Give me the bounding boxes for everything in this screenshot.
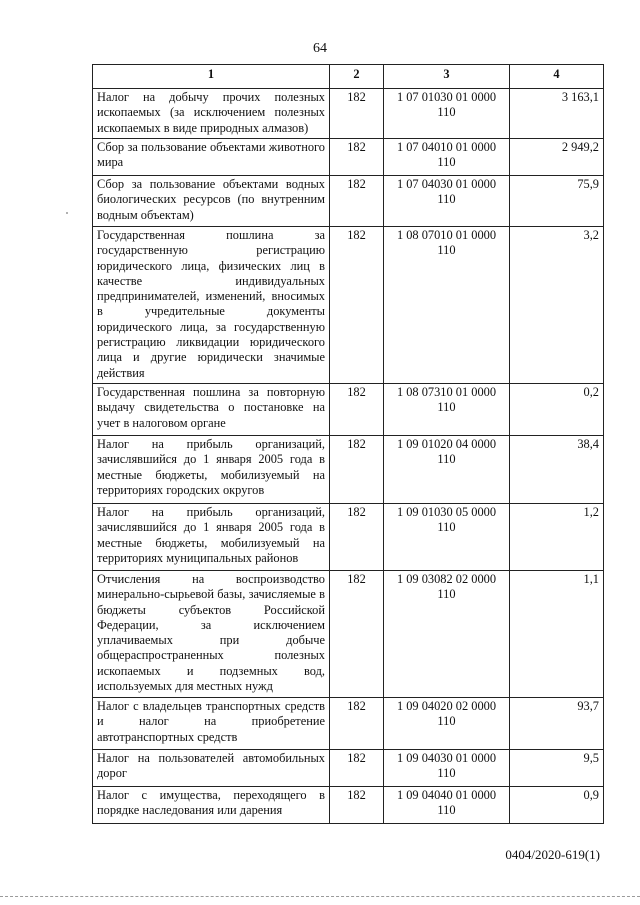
admin-code: 182 (330, 697, 384, 749)
revenue-name: Налог с имущества, переходящего в порядке наследования или дарения (93, 786, 330, 823)
budget-code: 1 07 04010 01 0000 110 (384, 139, 510, 176)
budget-code: 1 09 04020 02 0000 110 (384, 697, 510, 749)
amount: 9,5 (510, 749, 604, 786)
table-row (93, 383, 604, 435)
revenue-name: Налог на пользователей автомобильных дорог (93, 749, 330, 786)
amount: 3,2 (510, 227, 604, 384)
page-bottom-rule (0, 896, 640, 897)
table-row (93, 503, 604, 570)
budget-code: 1 07 01030 01 0000 110 (384, 89, 510, 139)
table-row (93, 176, 604, 227)
admin-code: 182 (330, 786, 384, 823)
document-number: 0404/2020-619(1) (505, 847, 600, 862)
revenue-name: Налог с владельцев транспортных средств и налог на приобретение автотранспортных средств (93, 697, 330, 749)
revenue-name: Сбор за пользование объектами водных биологических ресурсов (по внутренним водным объектам) (93, 176, 330, 227)
amount: 2 949,2 (510, 139, 604, 176)
page-number: 64 (313, 41, 327, 56)
admin-code: 182 (330, 139, 384, 176)
admin-code: 182 (330, 89, 384, 139)
admin-code: 182 (330, 383, 384, 435)
budget-code: 1 08 07010 01 0000 110 (384, 227, 510, 384)
amount: 75,9 (510, 176, 604, 227)
header-col-3: 3 (384, 65, 510, 89)
table-row (93, 139, 604, 176)
admin-code: 182 (330, 570, 384, 697)
admin-code: 182 (330, 749, 384, 786)
budget-code: 1 09 01020 04 0000 110 (384, 435, 510, 503)
revenue-name: Сбор за пользование объектами животного мира (93, 139, 330, 176)
table-row (93, 749, 604, 786)
budget-code: 1 09 01030 05 0000 110 (384, 503, 510, 570)
budget-code: 1 09 04040 01 0000 110 (384, 786, 510, 823)
header-col-1: 1 (93, 65, 330, 89)
revenue-name: Налог на прибыль организаций, зачислявшийся до 1 января 2005 года в местные бюджеты, мобилизуемый на территориях муниципальных районов (93, 503, 330, 570)
table-row (93, 786, 604, 823)
admin-code: 182 (330, 176, 384, 227)
amount: 0,9 (510, 786, 604, 823)
table-row (93, 227, 604, 384)
scan-artifact-dot (66, 212, 68, 214)
table-row (93, 570, 604, 697)
budget-code: 1 08 07310 01 0000 110 (384, 383, 510, 435)
amount: 1,1 (510, 570, 604, 697)
amount: 1,2 (510, 503, 604, 570)
amount: 38,4 (510, 435, 604, 503)
revenue-name: Налог на прибыль организаций, зачислявшийся до 1 января 2005 года в местные бюджеты, мобилизуемый на территориях городских округов (93, 435, 330, 503)
header-col-2: 2 (330, 65, 384, 89)
budget-code: 1 07 04030 01 0000 110 (384, 176, 510, 227)
revenue-table (92, 64, 604, 824)
admin-code: 182 (330, 435, 384, 503)
amount: 93,7 (510, 697, 604, 749)
table-header-row (93, 65, 604, 89)
table-row (93, 697, 604, 749)
table-row (93, 435, 604, 503)
budget-code: 1 09 03082 02 0000 110 (384, 570, 510, 697)
revenue-name: Отчисления на воспроизводство минерально-сырьевой базы, зачисляемые в бюджеты субъектов Российской Федерации, за исключением уплачиваемых при добыче общераспространенных полезных ископаемых и подземных вод, используемых для местных нужд (93, 570, 330, 697)
admin-code: 182 (330, 227, 384, 384)
revenue-name: Государственная пошлина за повторную выдачу свидетельства о постановке на учет в налоговом органе (93, 383, 330, 435)
amount: 3 163,1 (510, 89, 604, 139)
revenue-name: Налог на добычу прочих полезных ископаемых (за исключением полезных ископаемых в виде природных алмазов) (93, 89, 330, 139)
budget-code: 1 09 04030 01 0000 110 (384, 749, 510, 786)
amount: 0,2 (510, 383, 604, 435)
header-col-4: 4 (510, 65, 604, 89)
revenue-name: Государственная пошлина за государственную регистрацию юридического лица, физических лиц в качестве индивидуальных предпринимателей, изменений, вносимых в учредительные документы юридического лица, за государственную регистрацию ликвидации юридического лица и другие юридически значимые действия (93, 227, 330, 384)
table-row (93, 89, 604, 139)
admin-code: 182 (330, 503, 384, 570)
